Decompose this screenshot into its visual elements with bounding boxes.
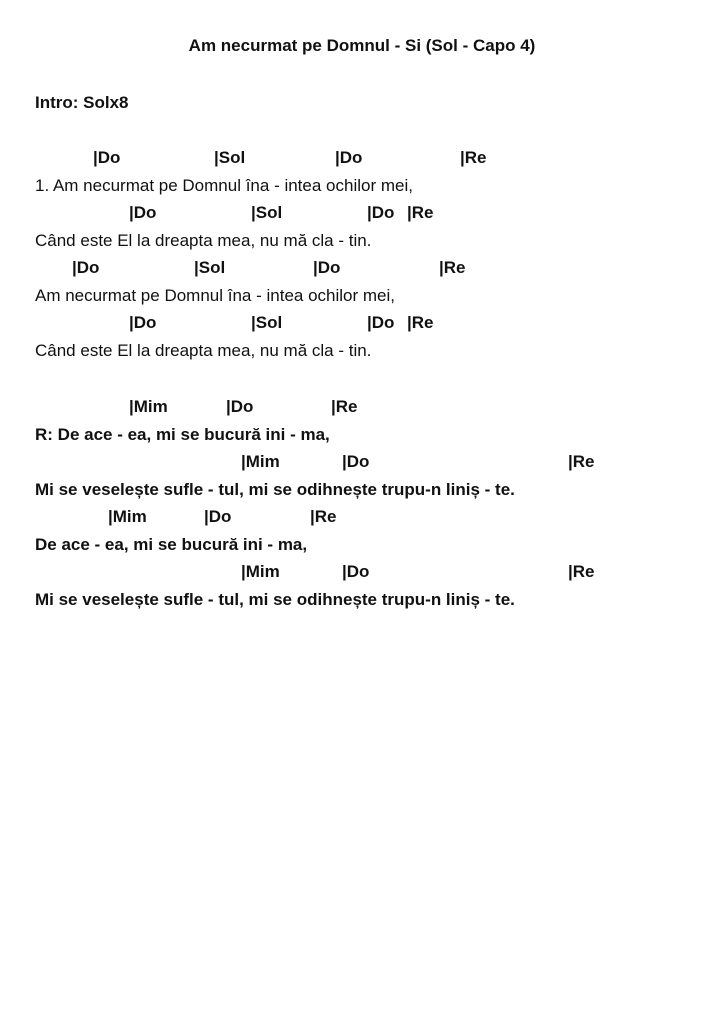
chord: |Re <box>460 148 487 167</box>
refrain-lyric-line-4: Mi se veselește sufle - tul, mi se odihnește trupu-n liniș - te. <box>35 590 515 609</box>
verse-lyric-line-1: 1. Am necurmat pe Domnul îna - intea ochilor mei, <box>35 176 413 195</box>
verse-chord-row-1 <box>0 148 724 170</box>
song-title: Am necurmat pe Domnul - Si (Sol - Capo 4) <box>188 36 536 55</box>
chord: |Re <box>439 258 466 277</box>
chord: |Do <box>129 203 157 222</box>
verse-chord-row-3 <box>0 258 724 280</box>
chord: |Re <box>407 313 434 332</box>
chord: |Do <box>313 258 341 277</box>
verse-lyric-line-3: Am necurmat pe Domnul îna - intea ochilor mei, <box>35 286 395 305</box>
chord: |Mim <box>241 562 280 581</box>
chord: |Sol <box>251 203 283 222</box>
chord: |Do <box>93 148 121 167</box>
chord: |Re <box>568 452 595 471</box>
chord: |Do <box>226 397 254 416</box>
chord: |Mim <box>129 397 168 416</box>
chord: |Do <box>367 203 395 222</box>
refrain-chord-row-3 <box>0 507 724 529</box>
chord: |Do <box>342 562 370 581</box>
chord: |Sol <box>214 148 246 167</box>
chord: |Do <box>342 452 370 471</box>
verse-lyric-line-4: Când este El la dreapta mea, nu mă cla - tin. <box>35 341 372 360</box>
chord: |Do <box>129 313 157 332</box>
chord: |Do <box>367 313 395 332</box>
chord: |Sol <box>194 258 226 277</box>
chord: |Re <box>407 203 434 222</box>
chord: |Sol <box>251 313 283 332</box>
chord: |Do <box>204 507 232 526</box>
verse-lyric-line-2: Când este El la dreapta mea, nu mă cla - tin. <box>35 231 372 250</box>
chord: |Re <box>310 507 337 526</box>
chord: |Do <box>72 258 100 277</box>
refrain-chord-row-2 <box>0 452 724 474</box>
chord: |Do <box>335 148 363 167</box>
chord: |Re <box>568 562 595 581</box>
refrain-lyric-line-2: Mi se veselește sufle - tul, mi se odihnește trupu-n liniș - te. <box>35 480 515 499</box>
intro-line: Intro: Solx8 <box>35 93 129 112</box>
refrain-chord-row-1 <box>0 397 724 419</box>
verse-chord-row-2 <box>0 203 724 225</box>
chord: |Re <box>331 397 358 416</box>
chord: |Mim <box>241 452 280 471</box>
refrain-lyric-line-1: R: De ace - ea, mi se bucură ini - ma, <box>35 425 330 444</box>
refrain-lyric-line-3: De ace - ea, mi se bucură ini - ma, <box>35 535 308 554</box>
chord: |Mim <box>108 507 147 526</box>
verse-chord-row-4 <box>0 313 724 335</box>
refrain-chord-row-4 <box>0 562 724 584</box>
